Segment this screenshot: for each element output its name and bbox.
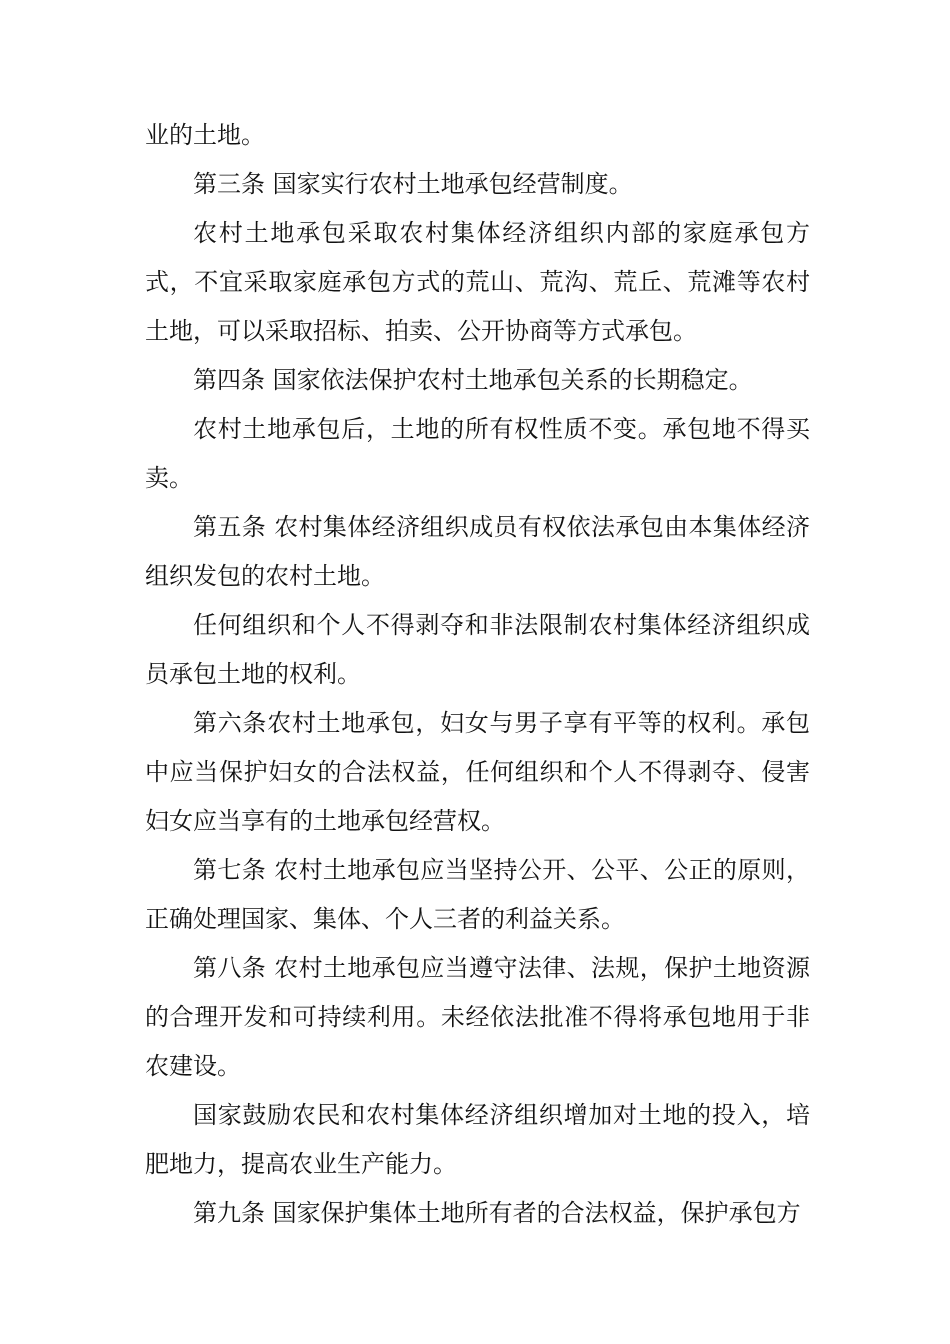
paragraph-article-3: 第三条 国家实行农村土地承包经营制度。 [193,170,633,198]
paragraph-article-9: 第九条 国家保护集体土地所有者的合法权益，保护承包方 [193,1199,801,1227]
paragraph-article-4: 第四条 国家依法保护农村土地承包关系的长期稳定。 [193,366,753,394]
paragraph-article-4-detail: 农村土地承包后，土地的所有权性质不变。承包地不得买卖。 [145,415,810,492]
paragraph-article-5: 第五条 农村集体经济组织成员有权依法承包由本集体经济组织发包的农村土地。 [145,513,810,590]
paragraph-article-3-detail: 农村土地承包采取农村集体经济组织内部的家庭承包方式，不宜采取家庭承包方式的荒山、荒沟、荒丘、荒滩等农村土地，可以采取招标、拍卖、公开协商等方式承包。 [145,219,810,345]
body-text [145,111,810,1238]
paragraph-article-6: 第六条农村土地承包，妇女与男子享有平等的权利。承包中应当保护妇女的合法权益，任何组织和个人不得剥夺、侵害妇女应当享有的土地承包经营权。 [145,709,810,835]
paragraph-article-8: 第八条 农村土地承包应当遵守法律、法规，保护土地资源的合理开发和可持续利用。未经依法批准不得将承包地用于非农建设。 [145,954,810,1080]
paragraph-article-7: 第七条 农村土地承包应当坚持公开、公平、公正的原则，正确处理国家、集体、个人三者的利益关系。 [145,856,810,933]
paragraph-article-5-detail: 任何组织和个人不得剥夺和非法限制农村集体经济组织成员承包土地的权利。 [145,611,810,688]
paragraph-continuation: 业的土地。 [145,121,265,149]
paragraph-article-8-detail: 国家鼓励农民和农村集体经济组织增加对土地的投入，培肥地力，提高农业生产能力。 [145,1101,810,1178]
